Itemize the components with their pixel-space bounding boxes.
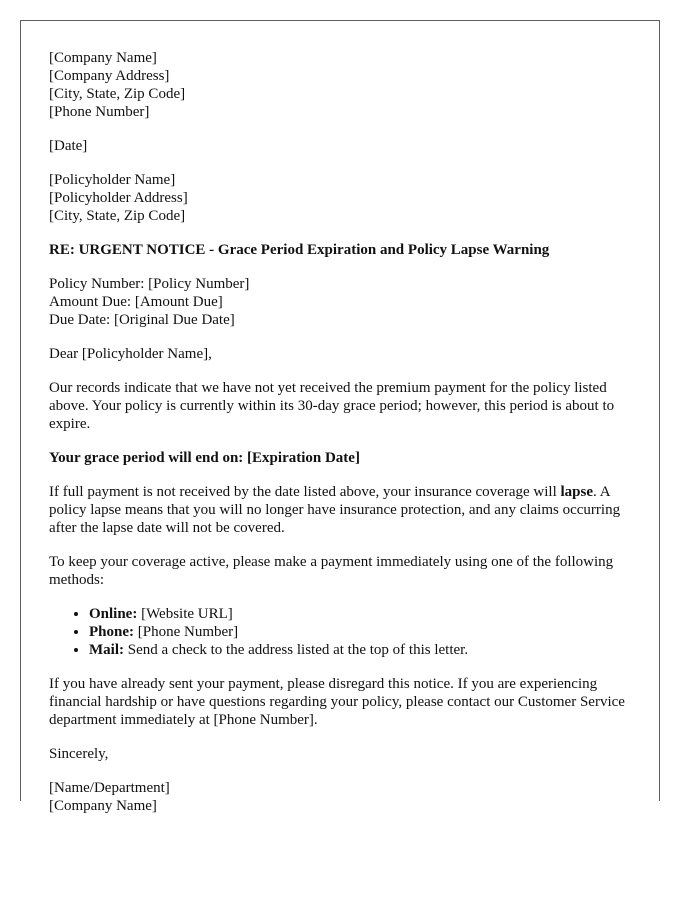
signature-name-department: [Name/Department] [49, 780, 170, 796]
payment-method-value: [Phone Number] [134, 624, 239, 640]
lapse-text-bold: lapse [560, 484, 594, 500]
payment-methods-list [49, 605, 639, 659]
payment-method-phone [89, 623, 639, 641]
paragraph-records: Our records indicate that we have not yet received the premium payment for the policy listed above. Your policy is currently within its 30-day grace period; however, this period is about to expire. [49, 380, 615, 432]
lapse-text-after: . A policy lapse means that you will no longer have insurance protection, and any claims occurring after the lapse date will not be covered. [49, 484, 621, 536]
signature-block [49, 779, 639, 815]
sender-phone: [Phone Number] [49, 104, 150, 120]
amount-due: Amount Due: [Amount Due] [49, 294, 223, 310]
paragraph-contact: If you have already sent your payment, please disregard this notice. If you are experiencing financial hardship or have questions regarding your policy, please contact our Customer Service department immediately at [Phone Number]. [49, 676, 625, 728]
payment-method-value: Send a check to the address listed at the top of this letter. [124, 642, 469, 658]
policy-number: Policy Number: [Policy Number] [49, 276, 250, 292]
payment-method-label: Phone: [89, 624, 134, 640]
recipient-address [49, 171, 639, 225]
grace-period-end: Your grace period will end on: [Expiration Date] [49, 450, 360, 466]
payment-method-mail [89, 641, 639, 659]
recipient-name: [Policyholder Name] [49, 172, 176, 188]
paragraph-payment-intro: To keep your coverage active, please make a payment immediately using one of the following methods: [49, 554, 614, 588]
sender-address [49, 49, 639, 121]
due-date: Due Date: [Original Due Date] [49, 312, 235, 328]
payment-method-label: Online: [89, 606, 138, 622]
recipient-address-line: [Policyholder Address] [49, 190, 188, 206]
sender-city-state-zip: [City, State, Zip Code] [49, 86, 186, 102]
paragraph-lapse [49, 483, 639, 537]
payment-method-label: Mail: [89, 642, 124, 658]
policy-info [49, 275, 639, 329]
sender-company-address: [Company Address] [49, 68, 170, 84]
sender-company-name: [Company Name] [49, 50, 157, 66]
recipient-city-state-zip: [City, State, Zip Code] [49, 208, 186, 224]
letter-date: [Date] [49, 138, 88, 154]
payment-method-online [89, 605, 639, 623]
subject-line: RE: URGENT NOTICE - Grace Period Expiration and Policy Lapse Warning [49, 242, 550, 258]
letter-page [20, 20, 660, 814]
lapse-text-before: If full payment is not received by the date listed above, your insurance coverage will [49, 484, 561, 500]
signature-company-name: [Company Name] [49, 798, 157, 814]
salutation: Dear [Policyholder Name], [49, 346, 212, 362]
closing: Sincerely, [49, 746, 109, 762]
payment-method-value: [Website URL] [137, 606, 233, 622]
